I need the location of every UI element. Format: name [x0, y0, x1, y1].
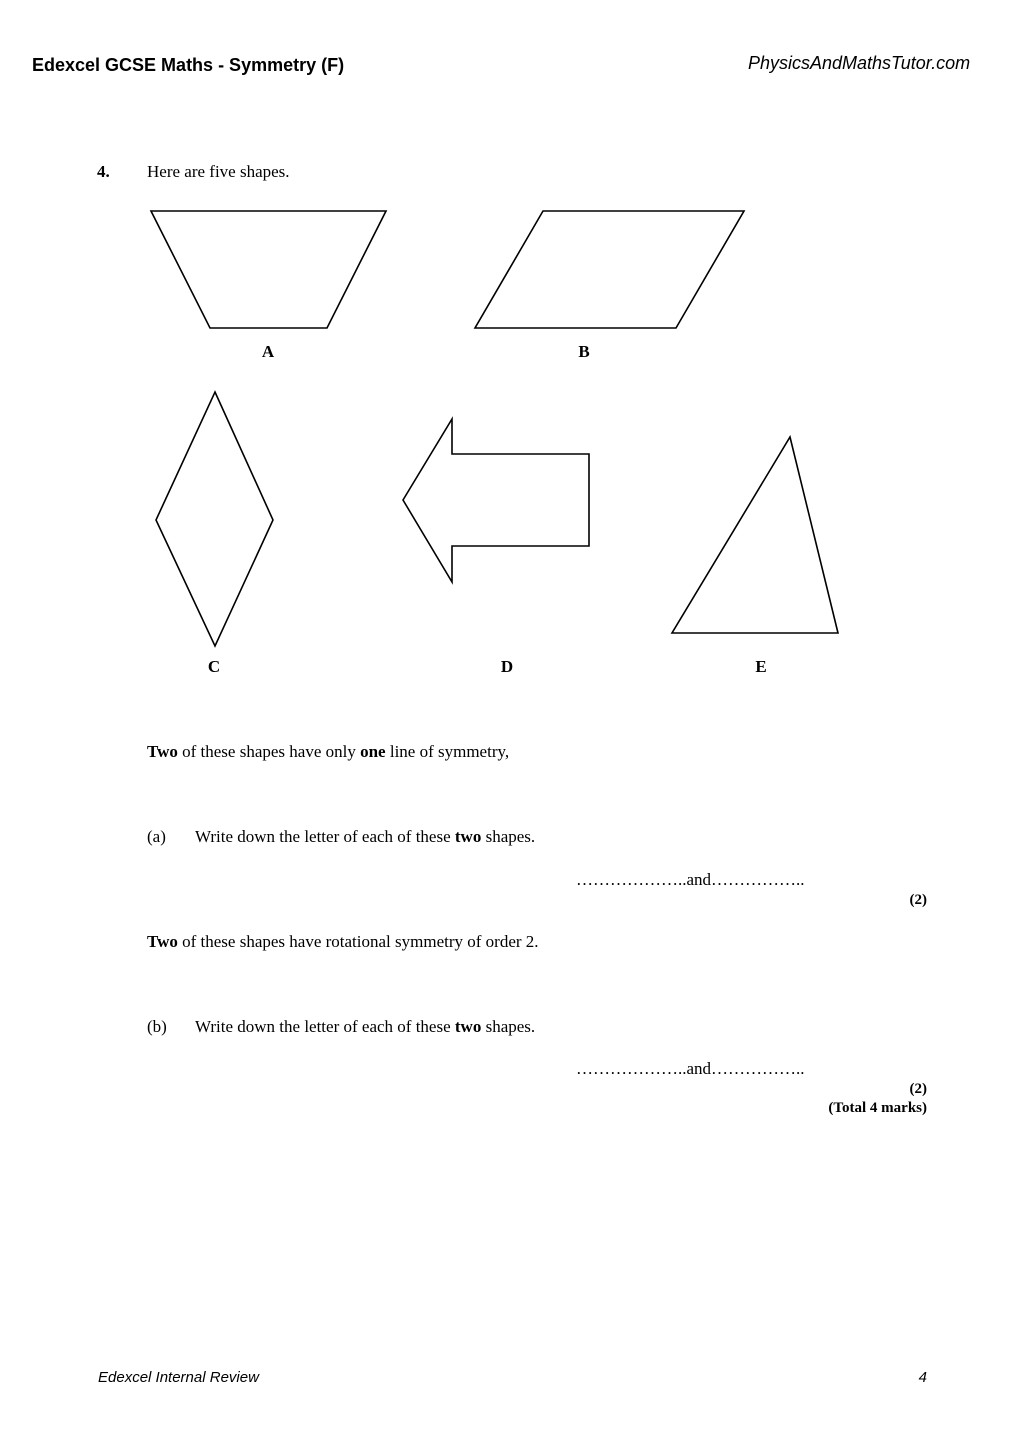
part-b-marks: (2) — [909, 1081, 927, 1097]
page-number: 4 — [918, 1369, 927, 1386]
part-b-prompt: Write down the letter of each of these two shapes. — [195, 1017, 536, 1036]
part-a-prompt: Write down the letter of each of these two shapes. — [195, 827, 536, 846]
shape-label-a: A — [261, 342, 275, 361]
statement-rotational-symmetry: Two of these shapes have rotational symmetry of order 2. — [147, 932, 539, 951]
shape-label-b: B — [578, 342, 590, 361]
part-a-label: (a) — [147, 827, 166, 846]
shape-a-trapezium — [151, 211, 386, 328]
shape-c-kite — [156, 392, 273, 646]
total-marks: (Total 4 marks) — [828, 1100, 927, 1116]
question-number: 4. — [97, 162, 110, 181]
shape-label-e: E — [755, 657, 767, 676]
part-b-label: (b) — [147, 1017, 167, 1036]
footer-source: Edexcel Internal Review — [98, 1369, 259, 1386]
part-a-answer-line[interactable]: ………………..and…………….. — [576, 870, 805, 889]
statement-one-line-symmetry: Two of these shapes have only one line of symmetry, — [147, 742, 510, 761]
shape-e-triangle — [672, 437, 838, 633]
shape-label-c: C — [207, 657, 221, 676]
site-name: PhysicsAndMathsTutor.com — [748, 53, 971, 73]
part-a-marks: (2) — [909, 892, 927, 908]
question-intro: Here are five shapes. — [147, 162, 290, 181]
part-b-answer-line[interactable]: ………………..and…………….. — [576, 1059, 805, 1078]
shape-d-arrow — [403, 419, 589, 582]
shape-label-d: D — [500, 657, 514, 676]
shape-b-parallelogram — [475, 211, 744, 328]
document-title: Edexcel GCSE Maths - Symmetry (F) — [32, 55, 345, 75]
